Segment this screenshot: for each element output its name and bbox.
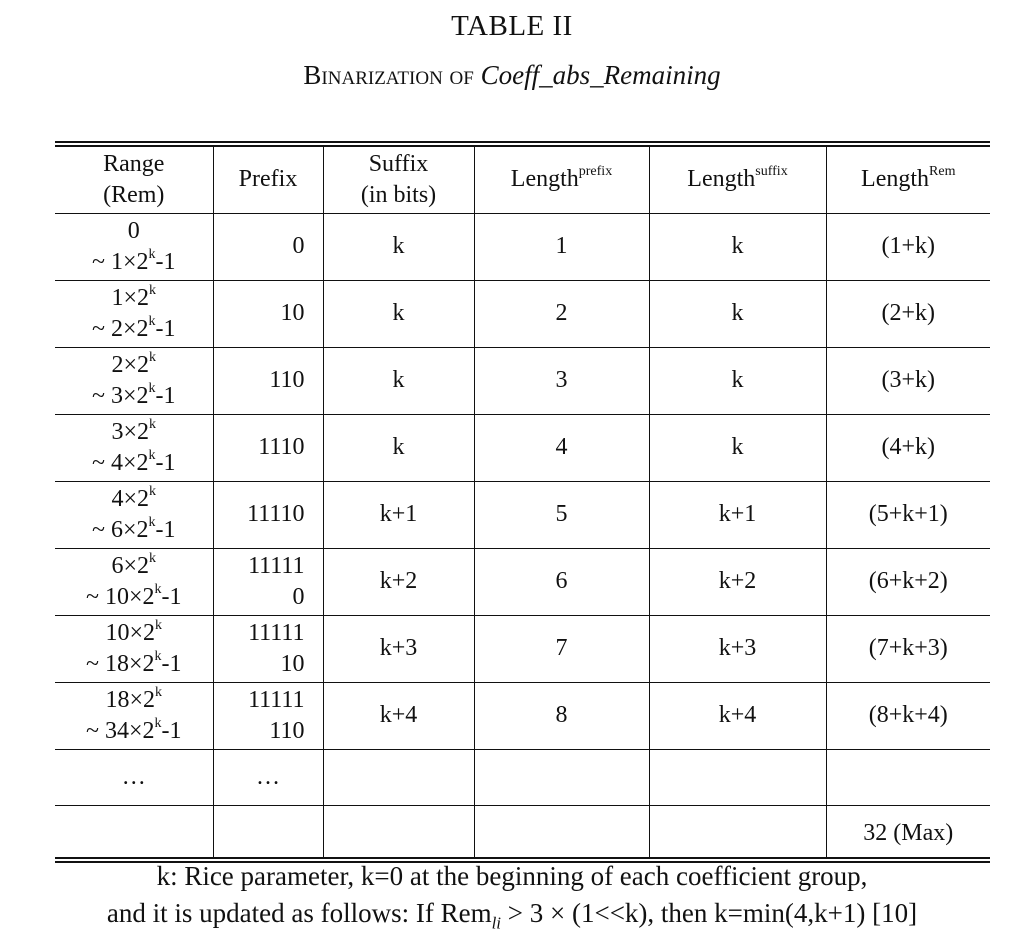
- footnote-line-1: k: Rice parameter, k=0 at the beginning of each coefficient group,: [156, 861, 868, 891]
- table-title: TABLE II: [451, 10, 573, 42]
- length-suffix-cell: k: [649, 280, 826, 347]
- prefix-cell: 11110: [213, 481, 323, 548]
- range-cell: 0 ~ $1\times 2^k-1$: [55, 213, 213, 280]
- length-suffix-cell: k+3: [649, 615, 826, 682]
- header-length-suffix: Length$^{suffix}$: [649, 147, 826, 213]
- length-prefix-cell: 1: [474, 213, 649, 280]
- length-rem-cell: (8+k+4): [826, 682, 990, 749]
- length-prefix-cell: 3: [474, 347, 649, 414]
- table-row: [55, 548, 990, 615]
- range-cell: $10\times 2^k$ ~ $18\times 2^k-1$: [55, 615, 213, 682]
- range-cell: $2\times 2^k$ ~ $3\times 2^k-1$: [55, 347, 213, 414]
- max-row: [55, 805, 990, 857]
- range-cell: $6\times 2^k$ ~ $10\times 2^k-1$: [55, 548, 213, 615]
- header-row: [55, 147, 990, 213]
- table-grid: [55, 147, 990, 857]
- table-footnote: [0, 858, 1024, 932]
- length-prefix-cell: 4: [474, 414, 649, 481]
- table-row: [55, 414, 990, 481]
- max-length-rem: 32 (Max): [826, 805, 990, 857]
- length-prefix-cell: 5: [474, 481, 649, 548]
- length-prefix-cell: 7: [474, 615, 649, 682]
- header-length-rem: Length$^{Rem}$: [826, 147, 990, 213]
- suffix-cell: k: [323, 213, 474, 280]
- range-cell: $18\times 2^k$ ~ $34\times 2^k-1$: [55, 682, 213, 749]
- length-suffix-cell: k+1: [649, 481, 826, 548]
- length-prefix-cell: 8: [474, 682, 649, 749]
- table-row: [55, 280, 990, 347]
- length-rem-cell: (5+k+1): [826, 481, 990, 548]
- range-cell: $3\times 2^k$ ~ $4\times 2^k-1$: [55, 414, 213, 481]
- length-suffix-cell: k+4: [649, 682, 826, 749]
- prefix-cell: 0: [213, 213, 323, 280]
- length-suffix-cell: k+2: [649, 548, 826, 615]
- prefix-cell: 1110: [213, 414, 323, 481]
- length-rem-cell: (2+k): [826, 280, 990, 347]
- table-row: [55, 615, 990, 682]
- range-cell: $1\times 2^k$ ~ $2\times 2^k-1$: [55, 280, 213, 347]
- length-suffix-cell: k: [649, 414, 826, 481]
- table-row: [55, 682, 990, 749]
- suffix-cell: k+1: [323, 481, 474, 548]
- ellipsis-prefix: …: [213, 749, 323, 805]
- ellipsis-row: [55, 749, 990, 805]
- prefix-cell: 11111 110: [213, 682, 323, 749]
- length-rem-cell: (1+k): [826, 213, 990, 280]
- length-rem-cell: (4+k): [826, 414, 990, 481]
- suffix-cell: k: [323, 280, 474, 347]
- subtitle-prefix: Binarization of: [303, 60, 474, 90]
- header-length-prefix: Length$^{prefix}$: [474, 147, 649, 213]
- suffix-cell: k+3: [323, 615, 474, 682]
- table-row: [55, 213, 990, 280]
- table-row: [55, 481, 990, 548]
- length-rem-cell: (3+k): [826, 347, 990, 414]
- length-suffix-cell: k: [649, 347, 826, 414]
- header-suffix: Suffix (in bits): [323, 147, 474, 213]
- table-subtitle: [0, 60, 1024, 91]
- prefix-cell: 110: [213, 347, 323, 414]
- length-suffix-cell: k: [649, 213, 826, 280]
- length-prefix-cell: 2: [474, 280, 649, 347]
- subtitle-variable: Coeff_abs_Remaining: [480, 60, 721, 90]
- suffix-cell: k: [323, 414, 474, 481]
- table-row: [55, 347, 990, 414]
- footnote-line-2: and it is updated as follows: If Rem$_{li}$ > 3 × (1<<k), then k=min(4,k+1) [10]: [106, 898, 918, 933]
- suffix-cell: k: [323, 347, 474, 414]
- prefix-cell: 11111 0: [213, 548, 323, 615]
- prefix-cell: 11111 10: [213, 615, 323, 682]
- prefix-cell: 10: [213, 280, 323, 347]
- suffix-cell: k+2: [323, 548, 474, 615]
- range-cell: $4\times 2^k$ ~ $6\times 2^k-1$: [55, 481, 213, 548]
- binarization-table: [55, 141, 990, 863]
- length-prefix-cell: 6: [474, 548, 649, 615]
- header-prefix: Prefix: [213, 147, 323, 213]
- ellipsis-range: …: [55, 749, 213, 805]
- header-range: Range (Rem): [55, 147, 213, 213]
- length-rem-cell: (7+k+3): [826, 615, 990, 682]
- length-rem-cell: (6+k+2): [826, 548, 990, 615]
- suffix-cell: k+4: [323, 682, 474, 749]
